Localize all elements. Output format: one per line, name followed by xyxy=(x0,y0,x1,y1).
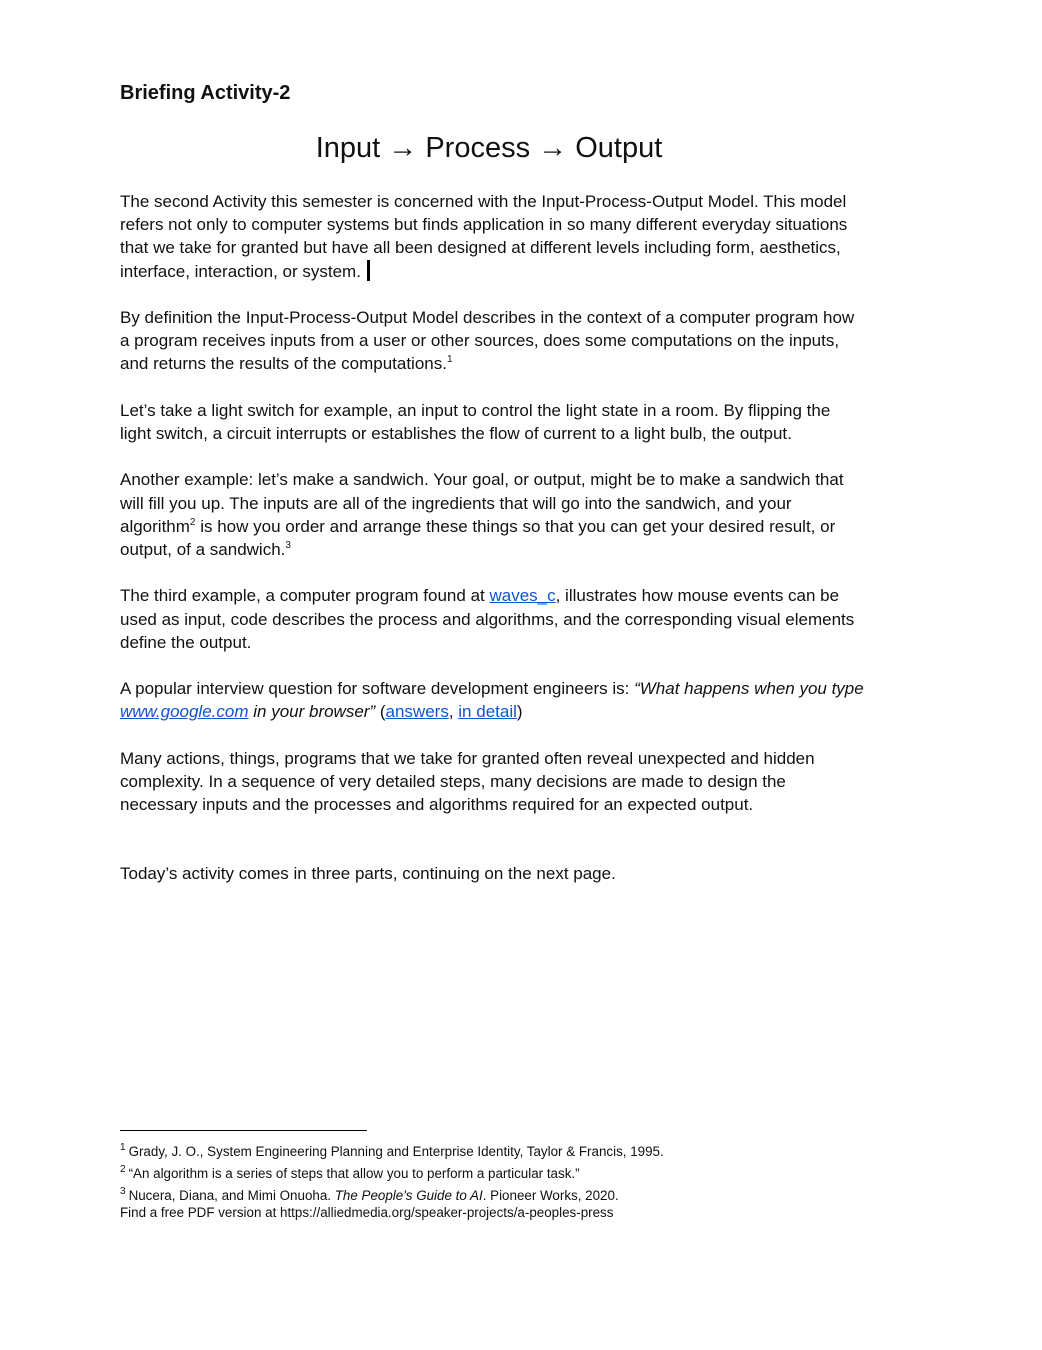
footnote-3-text-a: Nucera, Diana, and Mimi Onuoha. xyxy=(128,1188,335,1203)
paragraph-waves-text-b: , illustrates how mouse events can be used as input, code describes the process and algorithms, and the corresponding visual elements define the output. xyxy=(120,586,855,652)
paragraph-ipo-intro xyxy=(120,190,865,283)
google-link[interactable]: www.google.com xyxy=(120,702,249,722)
paragraph-interview-text-a: A popular interview question for software development engineers is: xyxy=(120,679,635,699)
paragraph-ipo-intro-text: The second Activity this semester is concerned with the Input-Process-Output Model. This model refers not only to computer systems but finds application in so many different everyday situations that we take for granted but have all been designed at different levels including form, aesthetics, interface, interaction, or system. xyxy=(120,192,848,281)
paragraph-definition xyxy=(120,306,865,376)
footnote-2-text: “An algorithm is a series of steps that allow you to perform a particular task.” xyxy=(128,1166,580,1181)
footnote-1-text: Grady, J. O., System Engineering Planning and Enterprise Identity, Taylor & Francis, 1995. xyxy=(128,1144,664,1159)
paragraph-complexity xyxy=(120,747,865,817)
paragraph-light-switch xyxy=(120,399,865,445)
footnote-2 xyxy=(120,1163,920,1185)
footnote-3-mark: 3 xyxy=(120,1186,126,1197)
paragraph-sandwich-text-b: is how you order and arrange these things so that you can get your desired result, or output, of a sandwich. xyxy=(120,516,836,559)
paragraph-waves xyxy=(120,584,865,654)
waves-c-link[interactable]: waves_c xyxy=(489,586,556,606)
link-separator: , xyxy=(448,702,459,722)
paragraph-today xyxy=(120,862,865,885)
footnote-separator xyxy=(120,1130,367,1131)
document-body xyxy=(120,190,865,909)
footnote-1 xyxy=(120,1141,920,1163)
footnote-ref-3[interactable]: 3 xyxy=(285,540,291,551)
answers-link[interactable]: answers xyxy=(385,702,449,722)
paragraph-definition-text: By definition the Input-Process-Output Model describes in the context of a computer program how a program receives inputs from a user or other sources, does some computations on the inputs, and returns the results of the computations. xyxy=(120,308,855,374)
document-title: Input → Process → Output xyxy=(315,132,663,164)
paragraph-sandwich-text-a: Another example: let’s make a sandwich. Your goal, or output, might be to make a sandwich that will fill you up. The inputs are all of the ingredients that will go into the sandwich, and your algorithm xyxy=(120,470,844,536)
interview-question-a: “What happens when you type xyxy=(634,679,864,699)
text-cursor xyxy=(367,260,370,281)
footnote-3-pdf-line: Find a free PDF version at https://alliedmedia.org/speaker-projects/a-peoples-press xyxy=(120,1205,614,1220)
paragraph-complexity-text: Many actions, things, programs that we take for granted often reveal unexpected and hidden complexity. In a sequence of very detailed steps, many decisions are made to design the necessary inputs and the processes and algorithms required for an expected output. xyxy=(120,748,815,815)
footnote-ref-1[interactable]: 1 xyxy=(446,354,453,366)
paragraph-waves-text-a: The third example, a computer program found at xyxy=(120,586,490,606)
footnotes xyxy=(120,1141,920,1222)
footnote-3-text-b: . Pioneer Works, 2020. xyxy=(482,1188,619,1203)
paragraph-today-text: Today’s activity comes in three parts, continuing on the next page. xyxy=(120,864,616,884)
footnote-ref-2[interactable]: 2 xyxy=(189,516,196,528)
paragraph-light-switch-text: Let’s take a light switch for example, an input to control the light state in a room. By flipping the light switch, a circuit interrupts or establishes the flow of current to a light bulb, the output. xyxy=(120,400,831,443)
footnote-2-mark: 2 xyxy=(120,1164,126,1175)
document-heading: Briefing Activity-2 xyxy=(120,82,291,104)
in-detail-link[interactable]: in detail xyxy=(458,702,517,722)
paragraph-interview xyxy=(120,677,865,723)
paren-close: ) xyxy=(516,702,523,722)
footnote-3-book-title: The People's Guide to AI xyxy=(334,1188,483,1203)
interview-question-b: in your browser” xyxy=(248,702,376,722)
footnote-3-continuation xyxy=(120,1204,920,1222)
paren-open: ( xyxy=(375,702,386,722)
footnote-1-mark: 1 xyxy=(120,1142,126,1153)
paragraph-sandwich xyxy=(120,468,865,561)
